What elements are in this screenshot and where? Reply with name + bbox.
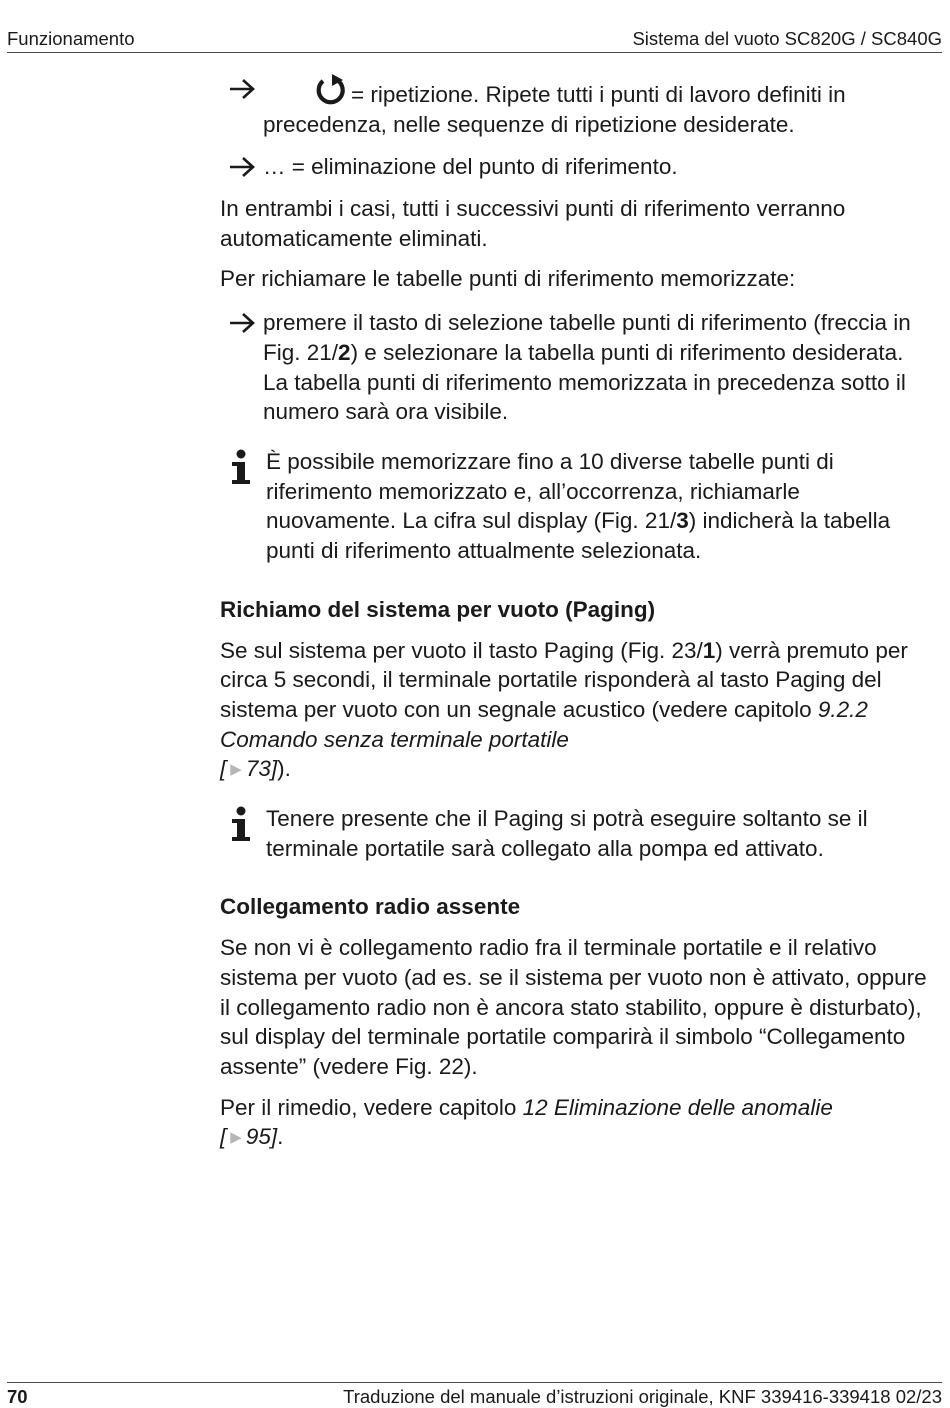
heading-paging: Richiamo del sistema per vuoto (Paging)	[220, 596, 656, 622]
page-ref-link[interactable]: 73]	[245, 756, 278, 782]
heading-radio: Collegamento radio assente	[220, 894, 521, 920]
paragraph-radio: Se non vi è collegamento radio fra il terminale portatile e il relativo sistema per vuoto (ad es. se il sistema per vuoto non è attivato, oppure il collegamento radio non è ancora stato stabilito, oppure è disturbato), sul display del terminale portatile comparirà il simbolo “Collegamento assente” (vedere Fig. 22).	[220, 935, 927, 1079]
fig-ref-number: 3	[676, 508, 689, 534]
paragraph-remedy: Per il rimedio, vedere capitolo 12 Eliminazione delle anomalie [ ▶ 95].	[220, 1093, 932, 1153]
fig-ref-number: 1	[702, 637, 716, 663]
info-note-paging	[220, 804, 932, 863]
info-icon	[228, 806, 254, 842]
step-recall-text: premere il tasto di selezione tabelle punti di riferimento (freccia in Fig. 21/2) e selezionare la tabella punti di riferimento desiderata.	[263, 310, 911, 365]
arrow-right-icon	[228, 152, 258, 182]
info-note-tables	[220, 447, 932, 566]
repeat-description: = ripetizione. Ripete tutti i punti di lavoro definiti in precedenza, nelle sequenze di ripetizione desiderate.	[263, 82, 846, 137]
step-delete-text: … = eliminazione del punto di riferimento.	[263, 154, 678, 180]
step-recall-result: La tabella punti di riferimento memorizzata in precedenza sotto il numero sarà ora visibile.	[263, 369, 906, 425]
footer-text: Traduzione del manuale d’istruzioni originale, KNF 339416-339418 02/23	[343, 1386, 942, 1407]
page-number: 70	[7, 1386, 28, 1407]
step-delete	[220, 152, 932, 182]
chapter-ref-link[interactable]: 9.2.2 Comando senza terminale portatile	[220, 696, 868, 752]
chapter-ref-link[interactable]: 12 Eliminazione delle anomalie	[522, 1094, 833, 1120]
page-ref-link[interactable]: 95]	[245, 1124, 278, 1150]
triangle-right-icon: ▶	[230, 1129, 242, 1147]
step-recall	[220, 308, 932, 427]
step-repeat-text	[263, 74, 932, 139]
paragraph-both-cases: In entrambi i casi, tutti i successivi punti di riferimento verranno automaticamente eliminati.	[220, 196, 846, 251]
info-note-tables-text: È possibile memorizzare fino a 10 diverse tabelle punti di riferimento memorizzato e, all’occorrenza, richiamarle nuovamente. La cifra sul display (Fig. 21/3) indicherà la tabella punti di riferimento attualmente selezionata.	[266, 449, 891, 564]
triangle-right-icon: ▶	[230, 761, 242, 779]
fig-ref-number: 2	[338, 339, 351, 365]
paragraph-recall-intro: Per richiamare le tabelle punti di riferimento memorizzate:	[220, 265, 796, 291]
header-section: Funzionamento	[7, 28, 135, 49]
arrow-right-icon	[228, 308, 258, 338]
page-header	[7, 28, 942, 53]
step-repeat	[220, 74, 932, 139]
info-icon	[228, 449, 254, 485]
info-note-paging-text: Tenere presente che il Paging si potrà eseguire soltanto se il terminale portatile sarà collegato alla pompa ed attivato.	[266, 806, 868, 861]
repeat-icon	[313, 74, 351, 106]
header-product: Sistema del vuoto SC820G / SC840G	[632, 28, 942, 49]
arrow-right-icon	[228, 74, 258, 104]
page-content	[220, 74, 932, 1153]
page-footer	[7, 1382, 942, 1407]
paragraph-paging: Se sul sistema per vuoto il tasto Paging (Fig. 23/1) verrà premuto per circa 5 secondi, il terminale portatile risponderà al tasto Paging del sistema per vuoto con un segnale acustico (vedere capitolo 9.2.2 Comando senza terminale portatile [ ▶ 73]).	[220, 636, 932, 786]
